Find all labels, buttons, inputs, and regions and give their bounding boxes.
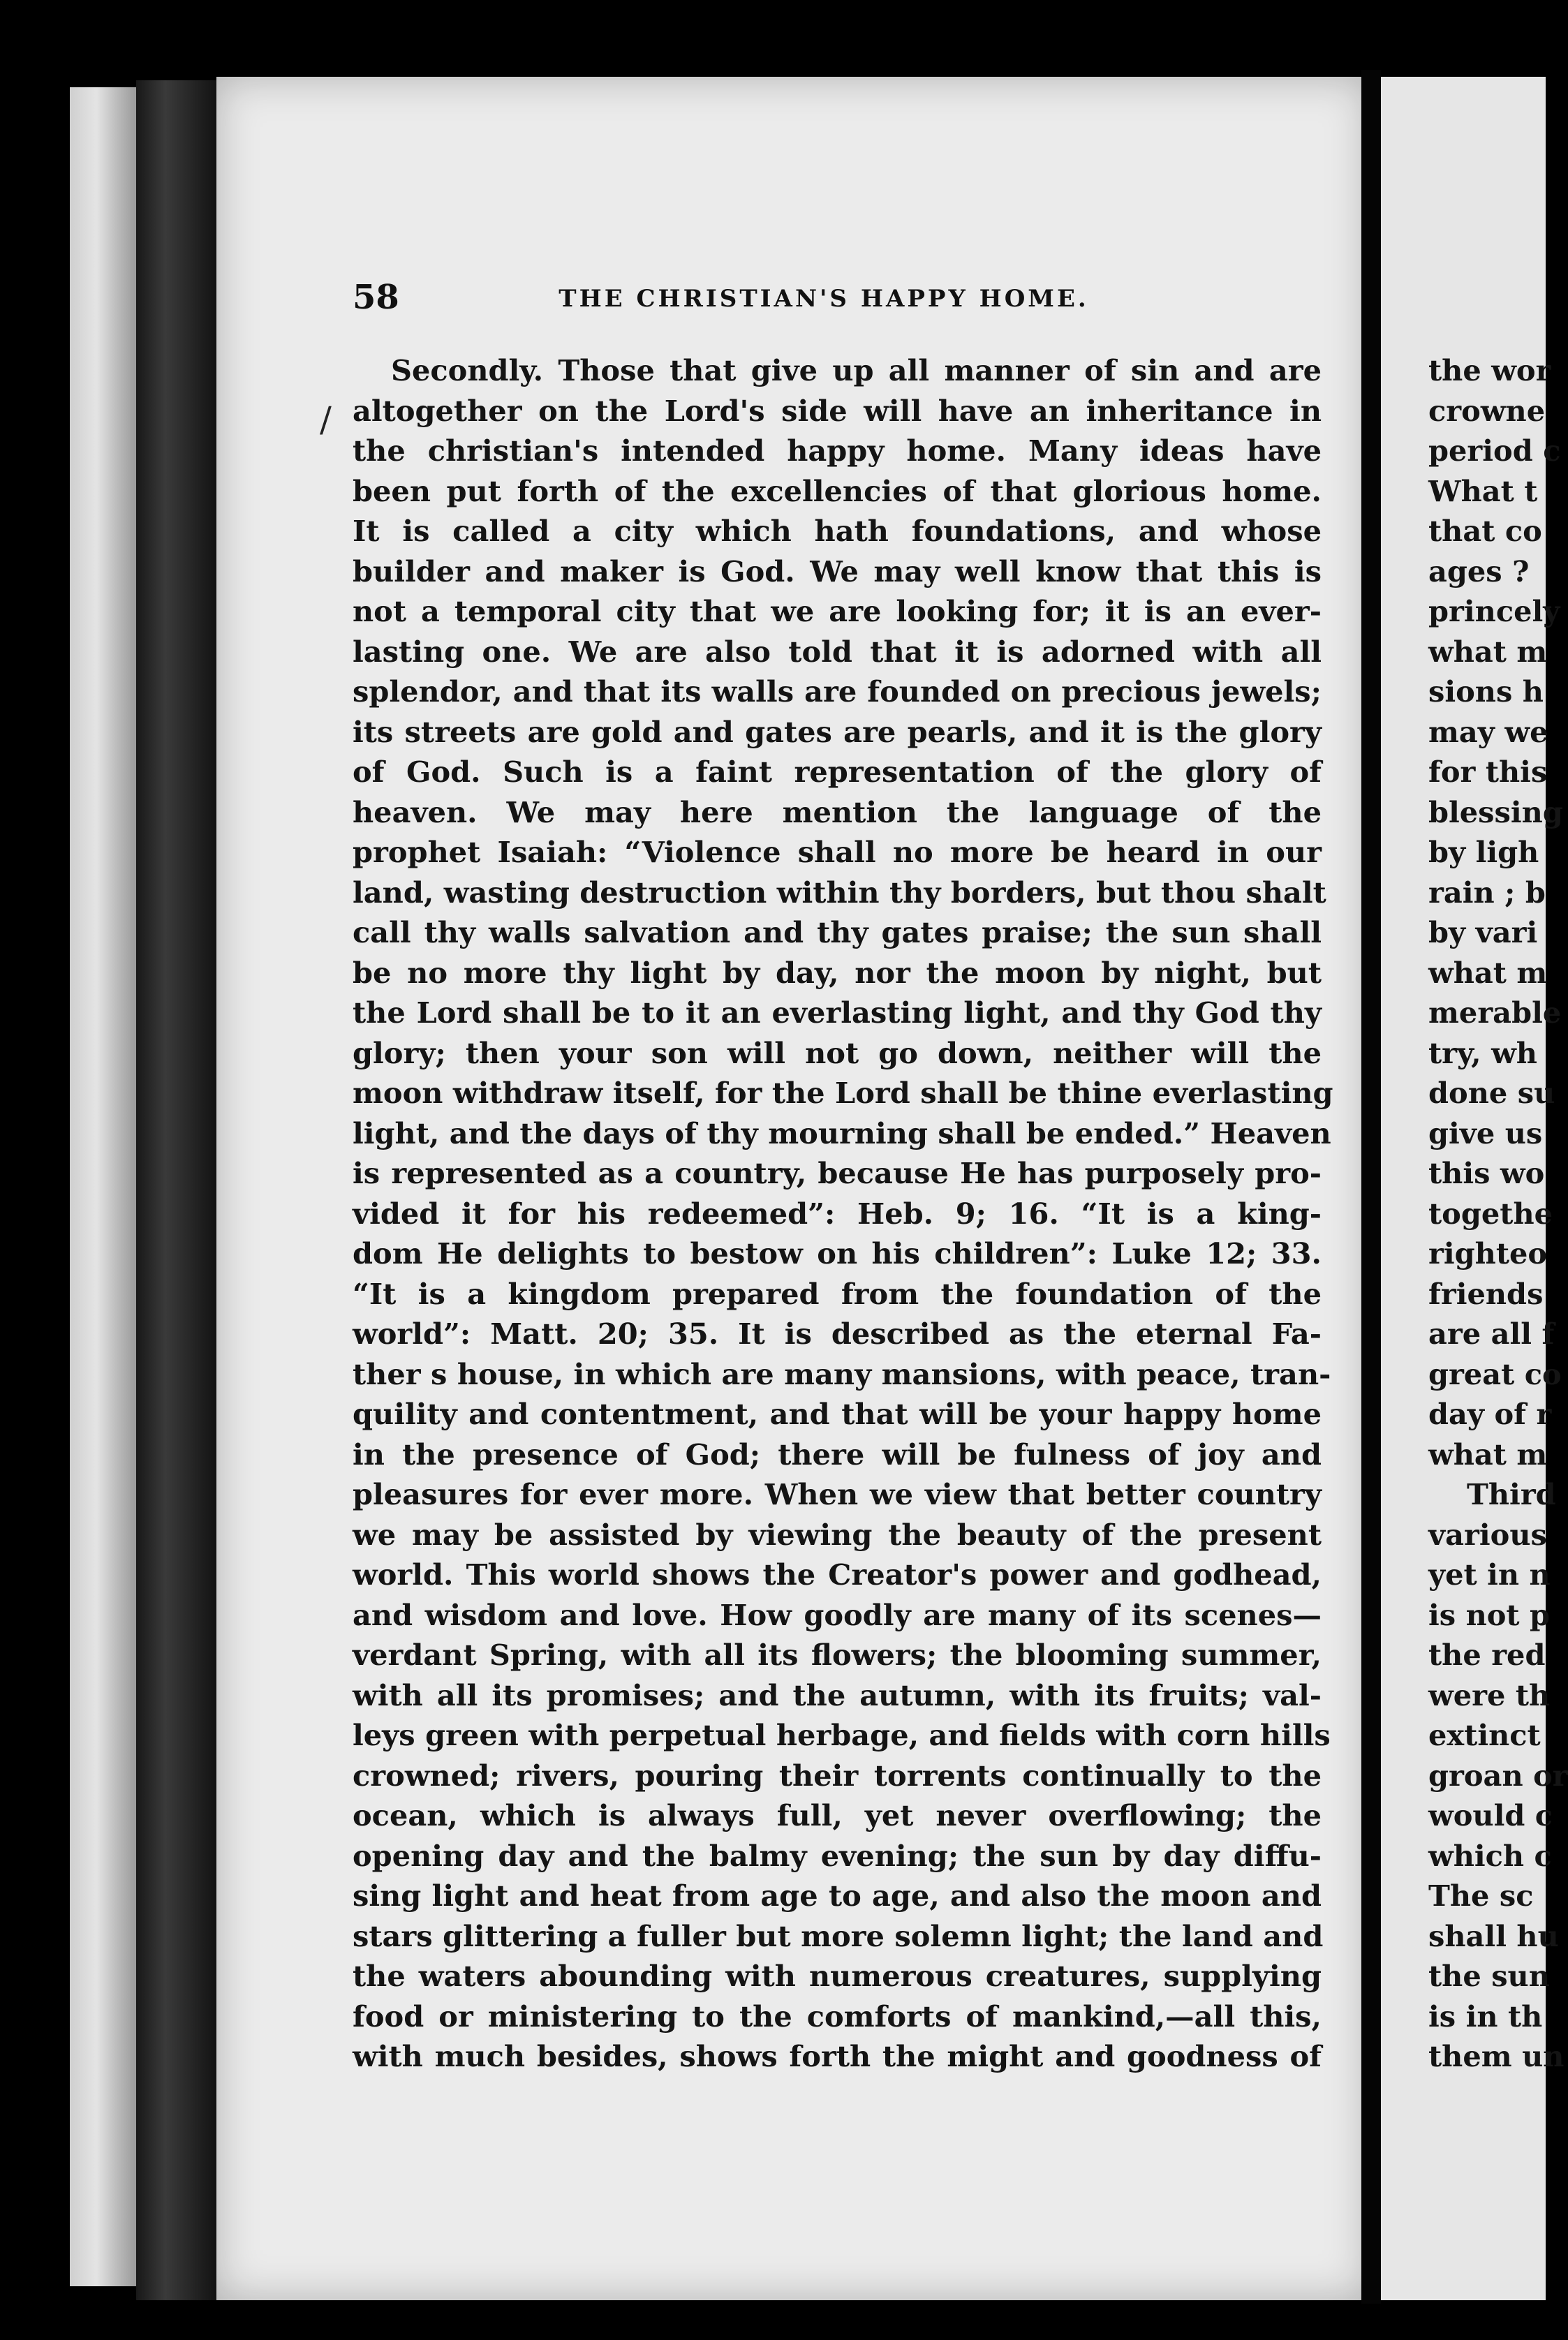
text-line: pleasures for ever more. When we view that better country [353,1477,1322,1511]
text-line: what m [1428,1437,1548,1472]
text-line: were th [1428,1678,1551,1712]
text-line: togethe [1428,1196,1553,1231]
text-line: light, and the days of thy mourning shall be ended.” Heaven [353,1116,1331,1150]
text-line: extinct [1428,1718,1541,1752]
text-line: shall hu [1428,1918,1559,1953]
text-line: altogether on the Lord's side will have an inheritance in [353,393,1322,428]
text-line: this wo [1428,1156,1545,1190]
text-line: that co [1428,514,1542,548]
text-line: what m [1428,955,1548,990]
text-line: What t [1428,473,1538,508]
text-line: would c [1428,1798,1553,1832]
text-line: we may be assisted by viewing the beauty of the present [353,1517,1322,1552]
text-line: is not p [1428,1597,1551,1632]
text-line: is represented as a country, because He has purposely pro- [353,1156,1322,1190]
text-line: rain ; b [1428,875,1546,910]
text-line: princely [1428,594,1560,628]
text-line: “It is a kingdom prepared from the foundation of the [353,1276,1322,1311]
text-line: and wisdom and love. How goodly are many of its scenes— [353,1597,1322,1632]
text-line: may we [1428,714,1548,749]
text-line: world”: Matt. 20; 35. It is described as the eternal Fa- [353,1317,1322,1351]
text-line: glory; then your son will not go down, neither will the [353,1035,1322,1070]
text-line: world. This world shows the Creator's power and godhead, [353,1557,1322,1592]
text-line: with much besides, shows forth the might and goodness of [353,2039,1322,2073]
text-line: ocean, which is always full, yet never overflowing; the [353,1798,1322,1832]
text-line: groan or [1428,1758,1568,1793]
text-line: opening day and the balmy evening; the sun by day diffu- [353,1838,1322,1873]
page-gutter [1361,70,1381,2304]
text-line: try, wh [1428,1035,1537,1070]
text-line: period c [1428,434,1561,468]
text-line: call thy walls salvation and thy gates praise; the sun shall [353,915,1322,949]
text-line: stars glittering a fuller but more solemn light; the land and [353,1918,1324,1953]
facing-page [1381,77,1568,2300]
book-binding [136,80,220,2300]
text-line: is in th [1428,1999,1543,2034]
text-line: It is called a city which hath foundations, and whose [353,514,1322,548]
text-line: Secondly. Those that give up all manner of sin and are [391,353,1322,387]
text-line: lasting one. We are also told that it is adorned with all [353,634,1322,669]
text-line: the red [1428,1638,1546,1672]
text-line: ther s house, in which are many mansions, with peace, tran- [353,1356,1331,1391]
margin-mark: / [320,399,332,440]
text-line: crowned; rivers, pouring their torrents continually to the [353,1758,1322,1793]
text-line: day of r [1428,1397,1552,1431]
text-line: dom He delights to bestow on his children”: Luke 12; 33. [353,1236,1322,1271]
text-line: food or ministering to the comforts of mankind,—all this, [353,1999,1322,2034]
text-line: prophet Isaiah: “Violence shall no more be heard in our [353,835,1322,869]
page-number: 58 [353,278,399,317]
text-line: been put forth of the excellencies of that glorious home. [353,473,1322,508]
facing-page-text [1428,350,1568,2077]
text-line: the waters abounding with numerous creatures, supplying [353,1959,1322,1993]
text-line: its streets are gold and gates are pearls, and it is the glory [353,714,1322,749]
text-line: crowne [1428,393,1546,428]
text-line: moon withdraw itself, for the Lord shall be thine everlasting [353,1076,1333,1110]
text-line: great co [1428,1356,1562,1391]
text-line: verdant Spring, with all its flowers; the blooming summer, [353,1638,1322,1672]
text-line: done su [1428,1076,1555,1110]
text-line: be no more thy light by day, nor the moon by night, but [353,955,1322,990]
text-line: sing light and heat from age to age, and also the moon and [353,1879,1322,1913]
page-header [353,278,1295,320]
running-head: THE CHRISTIAN'S HAPPY HOME. [559,285,1089,313]
text-line: leys green with perpetual herbage, and fields with corn hills [353,1718,1331,1752]
text-line: builder and maker is God. We may well know that this is [353,554,1322,588]
text-line: by ligh [1428,835,1539,869]
text-line: land, wasting destruction within thy borders, but thou shalt [353,875,1326,910]
text-line: what m [1428,634,1548,669]
text-line: yet in n [1428,1557,1551,1592]
text-line: of God. Such is a faint representation of the glory of [353,755,1322,789]
text-line: various [1428,1517,1547,1552]
text-line: with all its promises; and the autumn, with its fruits; val- [353,1678,1322,1712]
text-line: which c [1428,1838,1552,1873]
text-line: righteo [1428,1236,1548,1271]
text-line: ages ? [1428,554,1530,588]
text-line: merable [1428,995,1562,1030]
text-line: give us [1428,1116,1543,1150]
text-line: them un [1428,2039,1565,2073]
text-line: the Lord shall be to it an everlasting light, and thy God thy [353,995,1322,1030]
left-page-edge [70,87,136,2286]
main-page [216,77,1368,2300]
text-line: blessing [1428,794,1563,829]
text-line: the sun [1428,1959,1550,1993]
text-line: sions h [1428,674,1544,709]
text-line: in the presence of God; there will be fulness of joy and [353,1437,1322,1472]
text-line: for this [1428,755,1548,789]
text-line: friends [1428,1276,1544,1311]
text-line: heaven. We may here mention the language of the [353,794,1322,829]
text-line: Third [1467,1477,1556,1511]
text-line: the christian's intended happy home. Many ideas have [353,434,1322,468]
text-line: are all f [1428,1317,1555,1351]
text-line: not a temporal city that we are looking for; it is an ever- [353,594,1322,628]
text-line: the wor [1428,353,1551,387]
text-line: by vari [1428,915,1538,949]
text-line: quility and contentment, and that will be your happy home [353,1397,1322,1431]
page-body-text [353,350,1333,2077]
text-line: splendor, and that its walls are founded on precious jewels; [353,674,1322,709]
text-line: vided it for his redeemed”: Heb. 9; 16. “It is a king- [353,1196,1322,1231]
text-line: The sc [1428,1879,1534,1913]
